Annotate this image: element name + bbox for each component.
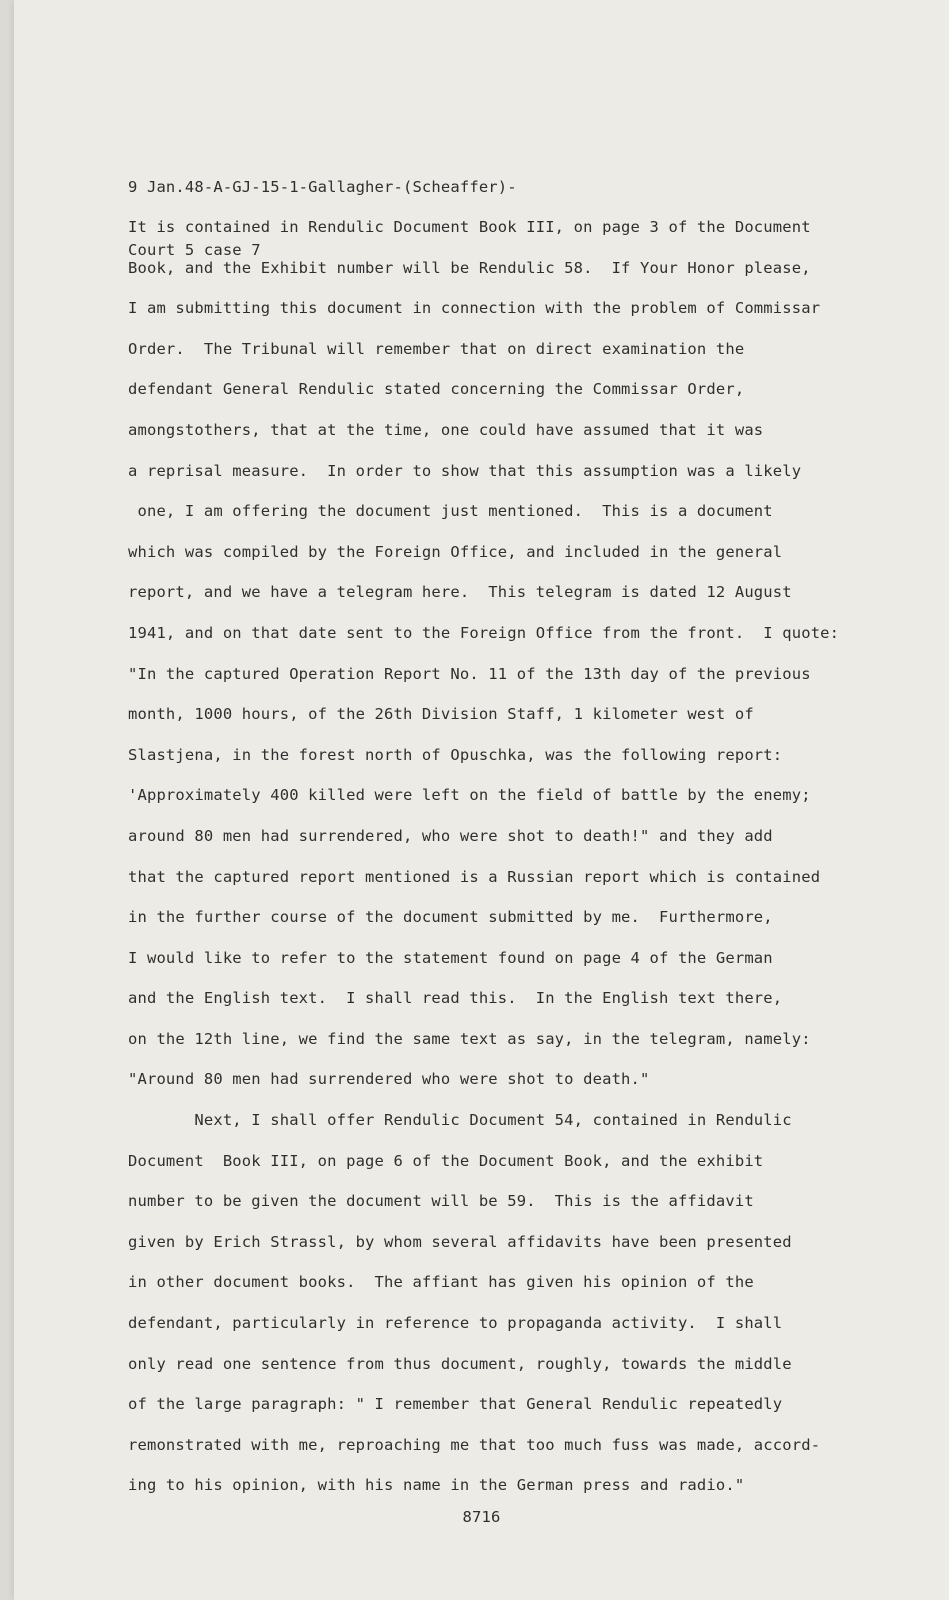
text-line: number to be given the document will be 59. This is the affidavit — [128, 1192, 754, 1211]
text-line: around 80 men had surrendered, who were shot to death!" and they add — [128, 826, 773, 845]
text-line: amongstothers, that at the time, one could have assumed that it was — [128, 420, 764, 439]
text-line: Order. The Tribunal will remember that on direct examination the — [128, 339, 745, 358]
text-line: Slastjena, in the forest north of Opuschka, was the following report: — [128, 745, 783, 764]
transcript-body — [128, 217, 839, 1516]
page-number: 8716 — [462, 1508, 501, 1526]
text-line: ing to his opinion, with his name in the German press and radio." — [128, 1476, 745, 1495]
text-line: report, and we have a telegram here. This telegram is dated 12 August — [128, 583, 792, 602]
text-line: that the captured report mentioned is a Russian report which is contained — [128, 867, 821, 886]
text-line: 1941, and on that date sent to the Foreign Office from the front. I quote: — [128, 623, 840, 642]
text-line: "Around 80 men had surrendered who were shot to death." — [128, 1070, 650, 1089]
header-line-1: 9 Jan.48-A-GJ-15-1-Gallagher-(Scheaffer)- — [128, 178, 517, 196]
header-line-2: Court 5 case 7 — [128, 241, 261, 259]
text-line: defendant General Rendulic stated concerning the Commissar Order, — [128, 380, 745, 399]
text-line: It is contained in Rendulic Document Book III, on page 3 of the Document — [128, 218, 811, 236]
text-line: in the further course of the document submitted by me. Furthermore, — [128, 908, 773, 927]
text-line: given by Erich Strassl, by whom several affidavits have been presented — [128, 1232, 792, 1251]
text-line: I am submitting this document in connection with the problem of Commissar — [128, 299, 821, 318]
text-line: Book, and the Exhibit number will be Rendulic 58. If Your Honor please, — [128, 258, 811, 277]
text-line: Next, I shall offer Rendulic Document 54, contained in Rendulic — [128, 1111, 792, 1130]
text-line: of the large paragraph: " I remember that General Rendulic repeatedly — [128, 1395, 783, 1414]
text-line: I would like to refer to the statement found on page 4 of the German — [128, 948, 773, 967]
text-line: month, 1000 hours, of the 26th Division Staff, 1 kilometer west of — [128, 705, 754, 724]
text-line: only read one sentence from thus document, roughly, towards the middle — [128, 1354, 792, 1373]
text-line: defendant, particularly in reference to propaganda activity. I shall — [128, 1314, 783, 1333]
text-line: and the English text. I shall read this. In the English text there, — [128, 989, 783, 1008]
text-line: a reprisal measure. In order to show that this assumption was a likely — [128, 461, 802, 480]
text-line: which was compiled by the Foreign Office, and included in the general — [128, 542, 783, 561]
text-line: in other document books. The affiant has given his opinion of the — [128, 1273, 754, 1292]
text-line: on the 12th line, we find the same text as say, in the telegram, namely: — [128, 1029, 811, 1048]
text-line: "In the captured Operation Report No. 11 of the 13th day of the previous — [128, 664, 811, 683]
document-page — [14, 0, 949, 1600]
text-line: 'Approximately 400 killed were left on the field of battle by the enemy; — [128, 786, 811, 805]
text-line: remonstrated with me, reproaching me that too much fuss was made, accord- — [128, 1435, 821, 1454]
text-line: Document Book III, on page 6 of the Document Book, and the exhibit — [128, 1151, 764, 1170]
text-line: one, I am offering the document just mentioned. This is a document — [128, 502, 773, 521]
